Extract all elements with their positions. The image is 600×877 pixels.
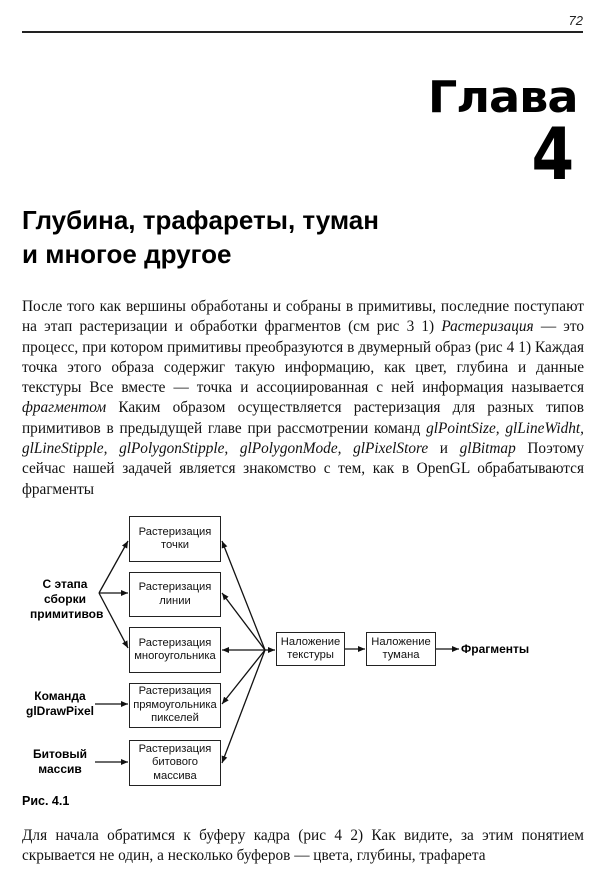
box-line: точки (161, 539, 189, 551)
text-run: После того как вершины обработаны и собраны в примитивы, последние поступают на этап растеризации и обработки фрагментов (см рис 3 1) (22, 298, 584, 336)
text-run: Каким образом осуществляется растеризация для разных типов примитивов в предыдущей главе при рассмотрении команд (22, 399, 584, 437)
command-name: glPolygonStipple, (119, 440, 229, 458)
term-rasterization: Растеризация (441, 318, 534, 336)
page-number: 72 (568, 13, 583, 28)
next-paragraph: Для начала обратимся к буферу кадра (рис 4 2) Как видите, за этим понятием скрывается не один, а несколько буферов — цвета, глубины, трафарета (22, 827, 584, 865)
box-line: Растеризация (138, 636, 212, 649)
text-run: Поэтому сейчас нашей задачей является знакомство с тем, как в OpenGL обрабатываются фрагменты (22, 440, 585, 498)
box-line: тумана (382, 649, 420, 661)
command-name: glPolygonMode, (239, 440, 342, 458)
box-line: Растеризация (138, 685, 212, 698)
command-name: glPointSize, (426, 419, 500, 437)
chapter-title-line2: и многое другое (22, 239, 232, 269)
box-bitmap-rasterization (129, 740, 221, 786)
box-line: прямоугольника (133, 698, 217, 711)
box-line-rasterization (129, 572, 221, 617)
intro-paragraph (22, 297, 584, 500)
command-name: glLineStipple, (22, 440, 108, 458)
header-rule (22, 31, 583, 33)
box-line: битового (152, 756, 198, 769)
box-texture-mapping (276, 632, 345, 666)
box-line: Растеризация (138, 581, 212, 593)
label-line: Битовый (32, 747, 88, 761)
label-line: glDrawPixel (25, 704, 95, 718)
text-run: и (428, 440, 460, 458)
box-line: Наложение (280, 635, 341, 648)
command-name: glPixelStore (353, 440, 429, 458)
box-line: Наложение (371, 635, 431, 648)
box-line: текстуры (287, 649, 334, 661)
input-label-bitmap (25, 747, 95, 777)
label-line: Команда (34, 689, 86, 703)
box-polygon-rasterization (129, 627, 221, 673)
input-label-gldrawpixel (20, 689, 100, 719)
box-line: Растеризация (138, 742, 212, 755)
box-line: массива (153, 769, 197, 782)
box-fog (366, 632, 436, 666)
chapter-title (22, 203, 582, 271)
term-fragment: фрагментом (22, 399, 107, 417)
figure-caption: Рис. 4.1 (22, 794, 70, 808)
box-point-rasterization (129, 516, 221, 562)
label-line: С этапа (42, 577, 88, 591)
chapter-number: 4 (531, 112, 574, 196)
label-line: массив (38, 762, 82, 776)
command-name: glLineWidht, (505, 419, 584, 437)
box-line: Растеризация (138, 525, 212, 538)
box-line: линии (159, 594, 191, 607)
label-line: примитивов (30, 607, 104, 621)
figure-4-1-diagram (0, 500, 600, 800)
box-line: пикселей (151, 712, 199, 725)
box-line: многоугольника (134, 650, 216, 662)
chapter-title-line1: Глубина, трафареты, туман (22, 205, 379, 235)
label-line: сборки (44, 592, 86, 606)
box-pixel-rectangle-rasterization (129, 683, 221, 728)
chapter-label: Глава (427, 72, 577, 123)
output-label-fragments: Фрагменты (461, 642, 530, 656)
input-label-primitives (30, 577, 104, 622)
text-run: — это процесс, при котором примитивы преобразуются в двумерный образ (рис 4 1) Каждая точка этого образа содержиг такую информацию, как цвет, глубина и данные текстуры Все вместе — точка и ассоциированная с ней информация называется (22, 318, 584, 397)
command-name: glBitmap (459, 440, 516, 458)
